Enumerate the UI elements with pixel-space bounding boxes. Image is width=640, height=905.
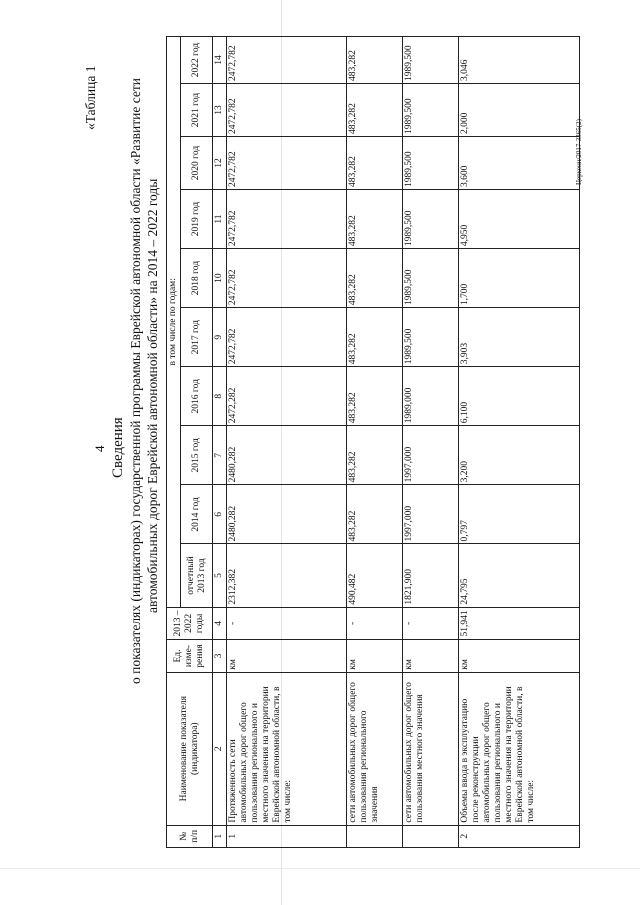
table-row	[227, 37, 347, 848]
header-year: 2021 год	[181, 84, 213, 137]
header-year: 2019 год	[181, 189, 213, 248]
cell-value: 2472,782	[227, 308, 347, 367]
cell-value: 483,282	[347, 367, 403, 426]
cell-num: 2	[459, 825, 580, 847]
document-title: Сведения	[110, 417, 126, 478]
header-unit: Ед. изме-рения	[167, 640, 213, 673]
cell-value: 483,282	[347, 84, 403, 137]
cell-value: 1989,000	[403, 367, 459, 426]
cell-value: 1997,000	[403, 485, 459, 544]
footer-code: Церкенн/2017-3365(2)	[575, 119, 583, 185]
header-year: 2018 год	[181, 249, 213, 308]
header-year: 2017 год	[181, 308, 213, 367]
cell-indicator: Протяженность сети автомобильных дорог общего пользования регионального и местного значения на территории Еврейской автономной области, в том числе:	[227, 672, 347, 825]
cell-value: 483,282	[347, 37, 403, 84]
header-year: 2016 год	[181, 367, 213, 426]
cell-unit: км	[347, 640, 403, 673]
cell-value: 3,903	[459, 308, 580, 367]
col-number: 5	[213, 544, 227, 607]
col-number: 2	[213, 672, 227, 825]
document-subtitle-line2: автомобильных дорог Еврейской автономной области» на 2014 – 2022 годы	[145, 178, 160, 613]
cell-num	[347, 825, 403, 847]
cell-value: 6,100	[459, 367, 580, 426]
table-row	[347, 37, 403, 848]
cell-value: 3,600	[459, 137, 580, 190]
header-num: № п/п	[167, 825, 213, 847]
cell-value: 2472,782	[227, 37, 347, 84]
col-number: 14	[213, 37, 227, 84]
scan-line	[0, 868, 640, 869]
cell-value: 1997,000	[403, 426, 459, 485]
cell-value: 2472,782	[227, 137, 347, 190]
cell-value: 3,046	[459, 37, 580, 84]
col-number: 1	[213, 825, 227, 847]
col-number: 3	[213, 640, 227, 673]
cell-value: 483,282	[347, 308, 403, 367]
cell-value: 483,282	[347, 485, 403, 544]
cell-value: 2472,282	[227, 367, 347, 426]
col-number: 6	[213, 485, 227, 544]
col-number: 7	[213, 426, 227, 485]
cell-indicator: сети автомобильных дорог общего пользования регионального значения	[347, 672, 403, 825]
table-label: «Таблица 1	[83, 65, 98, 130]
col-number: 8	[213, 367, 227, 426]
cell-value: 490,482	[347, 544, 403, 607]
cell-unit: км	[227, 640, 347, 673]
cell-value: 1989,500	[403, 137, 459, 190]
col-number: 12	[213, 137, 227, 190]
header-period: 2013 – 2022 годы	[167, 607, 213, 640]
cell-value: 2312,382	[227, 544, 347, 607]
cell-value: 483,282	[347, 249, 403, 308]
document-subtitle-line1: о показателях (индикаторах) государственной программы Еврейской автономной области «Развитие сети	[128, 78, 143, 684]
indicator-table	[166, 36, 580, 848]
col-number: 11	[213, 189, 227, 248]
cell-period: -	[227, 607, 347, 640]
cell-value: 483,282	[347, 426, 403, 485]
cell-value: 0,797	[459, 485, 580, 544]
cell-value: 2480,282	[227, 426, 347, 485]
column-number-row	[213, 37, 227, 848]
cell-value: 3,200	[459, 426, 580, 485]
cell-period: -	[403, 607, 459, 640]
cell-unit: км	[459, 640, 580, 673]
header-year: 2020 год	[181, 137, 213, 190]
header-year: 2015 год	[181, 426, 213, 485]
cell-indicator: сети автомобильных дорог общего пользования местного значения	[403, 672, 459, 825]
col-number: 9	[213, 308, 227, 367]
page-number: 4	[92, 445, 107, 452]
header-by-years: в том числе по годам:	[167, 37, 181, 608]
cell-value: 1989,500	[403, 249, 459, 308]
header-year: отчетный 2013 год	[181, 544, 213, 607]
col-number: 4	[213, 607, 227, 640]
col-number: 10	[213, 249, 227, 308]
cell-num: 1	[227, 825, 347, 847]
cell-value: 24,795	[459, 544, 580, 607]
cell-value: 2,000	[459, 84, 580, 137]
cell-value: 4,950	[459, 189, 580, 248]
cell-value: 1821,900	[403, 544, 459, 607]
cell-unit: км	[403, 640, 459, 673]
header-indicator: Наименование показателя (индикатора)	[167, 672, 213, 825]
cell-value: 2472,782	[227, 189, 347, 248]
cell-value: 2472,782	[227, 249, 347, 308]
cell-value: 1989,500	[403, 84, 459, 137]
cell-value: 483,282	[347, 137, 403, 190]
cell-value: 1,700	[459, 249, 580, 308]
cell-indicator: Объемы ввода в эксплуатацию после реконструкции автомобильных дорог общего пользования регионального и местного значения на территории Еврейской автономной области, в том числе:	[459, 672, 580, 825]
table-row	[459, 37, 580, 848]
cell-value: 1989,500	[403, 37, 459, 84]
cell-value: 1989,500	[403, 308, 459, 367]
cell-num	[403, 825, 459, 847]
cell-value: 483,282	[347, 189, 403, 248]
col-number: 13	[213, 84, 227, 137]
cell-period: -	[347, 607, 403, 640]
table-row	[403, 37, 459, 848]
cell-value: 1989,500	[403, 189, 459, 248]
cell-value: 2480,282	[227, 485, 347, 544]
header-year: 2014 год	[181, 485, 213, 544]
cell-period: 51,941	[459, 607, 580, 640]
header-year: 2022 год	[181, 37, 213, 84]
cell-value: 2472,782	[227, 84, 347, 137]
